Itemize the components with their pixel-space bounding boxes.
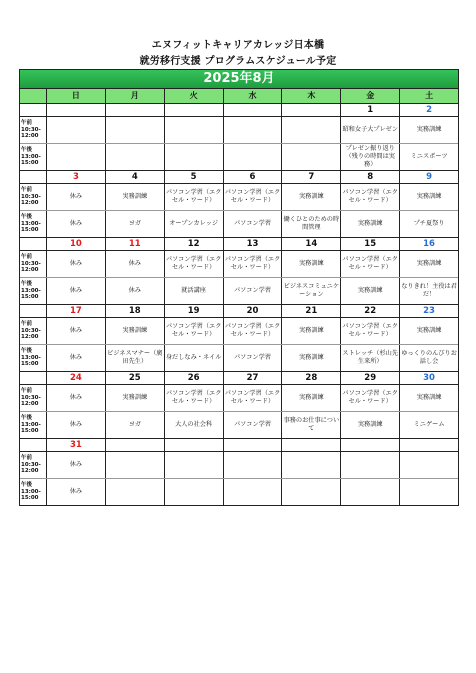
am-program-cell: 実務訓練 <box>105 318 164 344</box>
am-program-cell: パソコン学習（エクセル・ワード） <box>340 318 399 344</box>
am-program-cell <box>164 117 223 143</box>
am-program-cell: 実務訓練 <box>281 251 340 277</box>
am-program-cell: パソコン学習（エクセル・ワード） <box>164 318 223 344</box>
date-fri: 22 <box>340 305 399 317</box>
am-program-cell: 実務訓練 <box>399 117 458 143</box>
weekday-fri: 金 <box>340 89 399 103</box>
pm-program-cell: パソコン学習 <box>223 278 282 304</box>
pm-program-cell <box>164 144 223 170</box>
week-row <box>20 372 458 439</box>
date-wed: 13 <box>223 238 282 250</box>
am-time-label: 午前 10:30- 12:00 <box>21 321 41 341</box>
date-tue <box>164 104 223 116</box>
date-thu <box>281 439 340 451</box>
date-wed <box>223 104 282 116</box>
am-program-cell: パソコン学習（エクセル・ワード） <box>164 385 223 411</box>
date-mon: 4 <box>105 171 164 183</box>
pm-row <box>20 144 458 170</box>
am-program-cell: 実務訓練 <box>399 318 458 344</box>
am-program-cell: パソコン学習（エクセル・ワード） <box>164 251 223 277</box>
pm-program-cell: 休み <box>46 211 105 237</box>
date-sat: 2 <box>399 104 458 116</box>
am-program-cell: パソコン学習（エクセル・ワード） <box>340 184 399 210</box>
page-title: エヌフィットキャリアカレッジ日本橋 <box>151 40 325 51</box>
date-thu: 28 <box>281 372 340 384</box>
date-row <box>20 372 458 385</box>
date-row <box>20 104 458 117</box>
week-row <box>20 305 458 372</box>
date-row <box>20 238 458 251</box>
date-wed: 27 <box>223 372 282 384</box>
am-program-cell: 実務訓練 <box>281 318 340 344</box>
date-row-label <box>20 171 46 183</box>
am-program-cell: 休み <box>46 452 105 478</box>
date-mon: 18 <box>105 305 164 317</box>
am-program-cell: 実務訓練 <box>399 385 458 411</box>
date-sat: 23 <box>399 305 458 317</box>
pm-program-cell <box>281 144 340 170</box>
corner-cell <box>20 89 46 103</box>
date-mon <box>105 104 164 116</box>
calendar <box>19 69 459 506</box>
pm-program-cell: プチ夏祭り <box>399 211 458 237</box>
pm-program-cell: 休み <box>105 278 164 304</box>
am-row <box>20 251 458 278</box>
date-row-label <box>20 238 46 250</box>
date-sun: 31 <box>46 439 105 451</box>
am-program-cell <box>281 452 340 478</box>
weekday-sat: 土 <box>399 89 458 103</box>
date-wed: 6 <box>223 171 282 183</box>
pm-program-cell: 休み <box>46 345 105 371</box>
date-fri: 8 <box>340 171 399 183</box>
pm-program-cell: 実務訓練 <box>340 278 399 304</box>
pm-program-cell <box>105 144 164 170</box>
am-program-cell: パソコン学習（エクセル・ワード） <box>340 385 399 411</box>
pm-program-cell <box>340 479 399 505</box>
pm-time-label: 午後 13:00- 15:00 <box>21 482 41 502</box>
date-fri: 15 <box>340 238 399 250</box>
pm-program-cell: ミニスポーツ <box>399 144 458 170</box>
header <box>0 38 476 70</box>
am-program-cell: パソコン学習（エクセル・ワード） <box>223 318 282 344</box>
am-program-cell: 休み <box>46 251 105 277</box>
weekday-sun: 日 <box>46 89 105 103</box>
date-row-label <box>20 104 46 116</box>
am-row <box>20 117 458 144</box>
am-program-cell: 実務訓練 <box>399 184 458 210</box>
am-program-cell: 実務訓練 <box>105 385 164 411</box>
pm-program-cell: 事務のお仕事について <box>281 412 340 438</box>
weekday-mon: 月 <box>105 89 164 103</box>
am-row <box>20 184 458 211</box>
date-wed: 20 <box>223 305 282 317</box>
pm-program-cell: ビジネスコミュニケーション <box>281 278 340 304</box>
date-sun <box>46 104 105 116</box>
date-row <box>20 305 458 318</box>
am-row <box>20 385 458 412</box>
am-program-cell <box>46 117 105 143</box>
date-wed <box>223 439 282 451</box>
date-thu: 7 <box>281 171 340 183</box>
am-time-label: 午前 10:30- 12:00 <box>21 455 41 475</box>
pm-time-label: 午後 13:00- 15:00 <box>21 415 41 435</box>
pm-program-cell: 身だしなみ・ネイル <box>164 345 223 371</box>
date-fri <box>340 439 399 451</box>
am-row <box>20 318 458 345</box>
am-program-cell: 休み <box>46 318 105 344</box>
am-program-cell: パソコン学習（エクセル・ワード） <box>164 184 223 210</box>
weekday-thu: 木 <box>281 89 340 103</box>
date-sun: 17 <box>46 305 105 317</box>
pm-program-cell: 実務訓練 <box>281 345 340 371</box>
am-time-label: 午前 10:30- 12:00 <box>21 254 41 274</box>
date-tue: 5 <box>164 171 223 183</box>
weeks-container <box>20 104 458 505</box>
am-program-cell <box>340 452 399 478</box>
date-thu <box>281 104 340 116</box>
pm-program-cell <box>46 144 105 170</box>
pm-program-cell <box>223 144 282 170</box>
date-thu: 21 <box>281 305 340 317</box>
pm-program-cell: 実務訓練 <box>340 412 399 438</box>
pm-program-cell: パソコン学習 <box>223 412 282 438</box>
date-mon: 25 <box>105 372 164 384</box>
date-row <box>20 439 458 452</box>
date-sun: 10 <box>46 238 105 250</box>
pm-row <box>20 345 458 371</box>
am-program-cell <box>105 452 164 478</box>
am-time-label: 午前 10:30- 12:00 <box>21 388 41 408</box>
month-header: 2025年8月 <box>20 70 458 89</box>
pm-program-cell: パソコン学習 <box>223 345 282 371</box>
pm-program-cell: 就活講座 <box>164 278 223 304</box>
pm-program-cell <box>223 479 282 505</box>
date-fri: 1 <box>340 104 399 116</box>
pm-program-cell: 休み <box>46 278 105 304</box>
pm-time-label: 午後 13:00- 15:00 <box>21 348 41 368</box>
am-program-cell: 実務訓練 <box>105 184 164 210</box>
am-program-cell <box>281 117 340 143</box>
pm-program-cell: 実務訓練 <box>340 211 399 237</box>
pm-program-cell: 大人の社会科 <box>164 412 223 438</box>
pm-row <box>20 211 458 237</box>
date-mon <box>105 439 164 451</box>
date-row-label <box>20 305 46 317</box>
date-sat: 16 <box>399 238 458 250</box>
am-program-cell: パソコン学習（エクセル・ワード） <box>223 385 282 411</box>
am-program-cell <box>223 117 282 143</box>
pm-program-cell: なりきれ！主役は君だ！ <box>399 278 458 304</box>
am-program-cell: 昭和女子大プレゼン <box>340 117 399 143</box>
pm-program-cell: プレゼン振り返り（残りの時間は実務） <box>340 144 399 170</box>
pm-row <box>20 278 458 304</box>
date-row-label <box>20 372 46 384</box>
date-tue: 12 <box>164 238 223 250</box>
am-program-cell: パソコン学習（エクセル・ワード） <box>340 251 399 277</box>
am-time-label: 午前 10:30- 12:00 <box>21 120 41 140</box>
week-row <box>20 171 458 238</box>
pm-program-cell: ストレッチ（杉山先生来所） <box>340 345 399 371</box>
date-sat <box>399 439 458 451</box>
am-program-cell: 休み <box>46 385 105 411</box>
date-row <box>20 171 458 184</box>
pm-program-cell: 休み <box>46 479 105 505</box>
date-thu: 14 <box>281 238 340 250</box>
am-program-cell: パソコン学習（エクセル・ワード） <box>223 251 282 277</box>
am-program-cell: 実務訓練 <box>281 385 340 411</box>
am-program-cell <box>223 452 282 478</box>
date-sun: 3 <box>46 171 105 183</box>
pm-program-cell: 休み <box>46 412 105 438</box>
pm-program-cell: オープンカレッジ <box>164 211 223 237</box>
date-mon: 11 <box>105 238 164 250</box>
pm-program-cell <box>164 479 223 505</box>
am-time-label: 午前 10:30- 12:00 <box>21 187 41 207</box>
pm-program-cell <box>281 479 340 505</box>
pm-program-cell: ヨガ <box>105 211 164 237</box>
pm-program-cell: パソコン学習 <box>223 211 282 237</box>
date-sat: 9 <box>399 171 458 183</box>
week-row <box>20 439 458 505</box>
weekday-wed: 水 <box>223 89 282 103</box>
date-row-label <box>20 439 46 451</box>
date-tue: 26 <box>164 372 223 384</box>
date-tue: 19 <box>164 305 223 317</box>
pm-program-cell: ゆっくりのんびりお話し会 <box>399 345 458 371</box>
pm-program-cell <box>399 479 458 505</box>
pm-program-cell <box>105 479 164 505</box>
weekday-header-row <box>20 89 458 104</box>
am-program-cell: パソコン学習（エクセル・ワード） <box>223 184 282 210</box>
page-subtitle: 就労移行支援 プログラムスケジュール予定 <box>139 56 337 67</box>
pm-time-label: 午後 13:00- 15:00 <box>21 281 41 301</box>
am-program-cell: 実務訓練 <box>281 184 340 210</box>
am-program-cell <box>105 117 164 143</box>
pm-time-label: 午後 13:00- 15:00 <box>21 147 41 167</box>
am-program-cell: 休み <box>46 184 105 210</box>
date-sun: 24 <box>46 372 105 384</box>
weekday-tue: 火 <box>164 89 223 103</box>
pm-row <box>20 412 458 438</box>
pm-program-cell: ビジネスマナー（廣田先生） <box>105 345 164 371</box>
date-sat: 30 <box>399 372 458 384</box>
pm-time-label: 午後 13:00- 15:00 <box>21 214 41 234</box>
pm-program-cell: 働くひとのための時間管理 <box>281 211 340 237</box>
week-row <box>20 104 458 171</box>
am-row <box>20 452 458 479</box>
pm-program-cell: ミニゲーム <box>399 412 458 438</box>
am-program-cell <box>164 452 223 478</box>
am-program-cell <box>399 452 458 478</box>
pm-row <box>20 479 458 505</box>
am-program-cell: 実務訓練 <box>399 251 458 277</box>
week-row <box>20 238 458 305</box>
date-fri: 29 <box>340 372 399 384</box>
am-program-cell: 休み <box>105 251 164 277</box>
pm-program-cell: ヨガ <box>105 412 164 438</box>
date-tue <box>164 439 223 451</box>
